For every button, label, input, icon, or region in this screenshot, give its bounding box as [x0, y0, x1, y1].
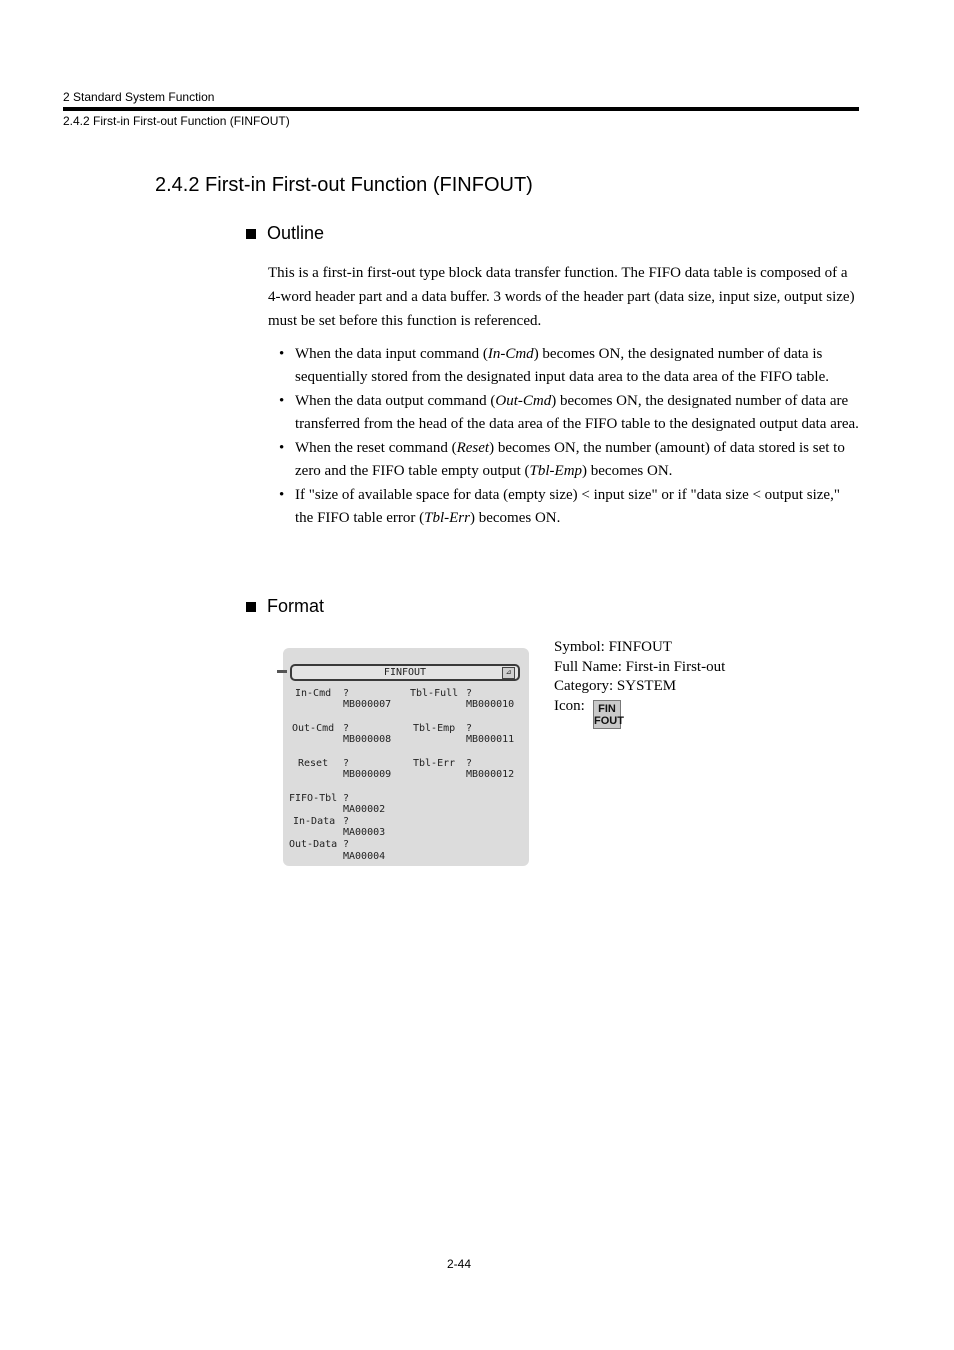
function-info	[554, 638, 725, 716]
function-block-title: FINFOUT ⊿	[290, 664, 520, 681]
pin-in-cmd-label: In-Cmd	[295, 688, 332, 699]
pin-tbl-err-q: ?	[466, 758, 473, 769]
pin-out-cmd-label: Out-Cmd	[292, 723, 335, 734]
pin-tbl-full-q: ?	[466, 688, 473, 699]
list-item: • When the reset command (Reset) becomes ON, the number (amount) of data stored is set to zero and the FIFO table empty output (Tbl-Emp) becomes ON.	[279, 440, 845, 479]
full-name-line: Full Name: First-in First-out	[554, 658, 726, 675]
outline-paragraph: This is a first-in first-out type block data transfer function. The FIFO data table is composed of a 4-word header part and a data buffer. 3 words of the header part (data size, input size, output size) must be set before this function is referenced.	[268, 265, 855, 329]
block-connector	[277, 670, 287, 673]
pin-tbl-err-label: Tbl-Err	[413, 758, 456, 769]
pin-in-data-label: In-Data	[293, 816, 336, 827]
pin-out-data-q: ?	[343, 839, 350, 850]
outline-bullet-list	[279, 343, 859, 531]
format-heading-label: Format	[267, 596, 325, 616]
running-header-chapter: 2 Standard System Function	[63, 90, 215, 104]
list-item: • When the data input command (In-Cmd) becomes ON, the designated number of data is sequentially stored from the designated input data area to the data area of the FIFO table.	[279, 346, 829, 385]
function-block-panel	[283, 648, 529, 866]
pin-out-cmd-q: ?	[343, 723, 350, 734]
pin-in-data-q: ?	[343, 816, 350, 827]
symbol-line: Symbol: FINFOUT	[554, 639, 672, 655]
pin-out-data-label: Out-Data	[289, 839, 338, 850]
header-rule	[63, 107, 859, 111]
section-title: 2.4.2 First-in First-out Function (FINFOUT)	[155, 174, 533, 196]
pin-in-cmd-value[interactable]: MB000007	[343, 699, 392, 710]
category-line: Category: SYSTEM	[554, 678, 677, 694]
pin-fifo-tbl-q: ?	[343, 793, 350, 804]
format-heading	[246, 596, 324, 617]
running-header-section: 2.4.2 First-in First-out Function (FINFOUT)	[63, 114, 290, 128]
pin-in-cmd-q: ?	[343, 688, 350, 699]
square-bullet-icon	[246, 602, 256, 612]
outline-heading-label: Outline	[267, 223, 325, 243]
pin-reset-q: ?	[343, 758, 350, 769]
square-bullet-icon	[246, 229, 256, 239]
outline-heading	[246, 223, 324, 244]
pin-tbl-err-value[interactable]: MB000012	[466, 769, 515, 780]
page-number: 2-44	[447, 1257, 472, 1271]
list-item: • When the data output command (Out-Cmd) becomes ON, the designated number of data are transferred from the head of the data area of the FIFO table to the designated output data area.	[279, 393, 859, 432]
pin-out-data-value[interactable]: MA00004	[343, 851, 386, 862]
pin-tbl-emp-value[interactable]: MB000011	[466, 734, 515, 745]
icon-label: Icon:	[554, 697, 585, 714]
pin-in-data-value[interactable]: MA00003	[343, 827, 386, 838]
pin-fifo-tbl-value[interactable]: MA00002	[343, 804, 386, 815]
collapse-icon[interactable]: ⊿	[502, 667, 515, 679]
list-item: • If "size of available space for data (empty size) < input size" or if "data size < output size," the FIFO table error (Tbl-Err) becomes ON.	[279, 487, 840, 526]
pin-tbl-emp-q: ?	[466, 723, 473, 734]
pin-fifo-tbl-label: FIFO-Tbl	[289, 793, 338, 804]
pin-reset-label: Reset	[298, 758, 329, 769]
pin-tbl-full-label: Tbl-Full	[410, 688, 459, 699]
finfout-icon: FIN FOUT	[593, 700, 621, 729]
pin-out-cmd-value[interactable]: MB000008	[343, 734, 392, 745]
pin-tbl-emp-label: Tbl-Emp	[413, 723, 456, 734]
pin-tbl-full-value[interactable]: MB000010	[466, 699, 515, 710]
pin-reset-value[interactable]: MB000009	[343, 769, 392, 780]
